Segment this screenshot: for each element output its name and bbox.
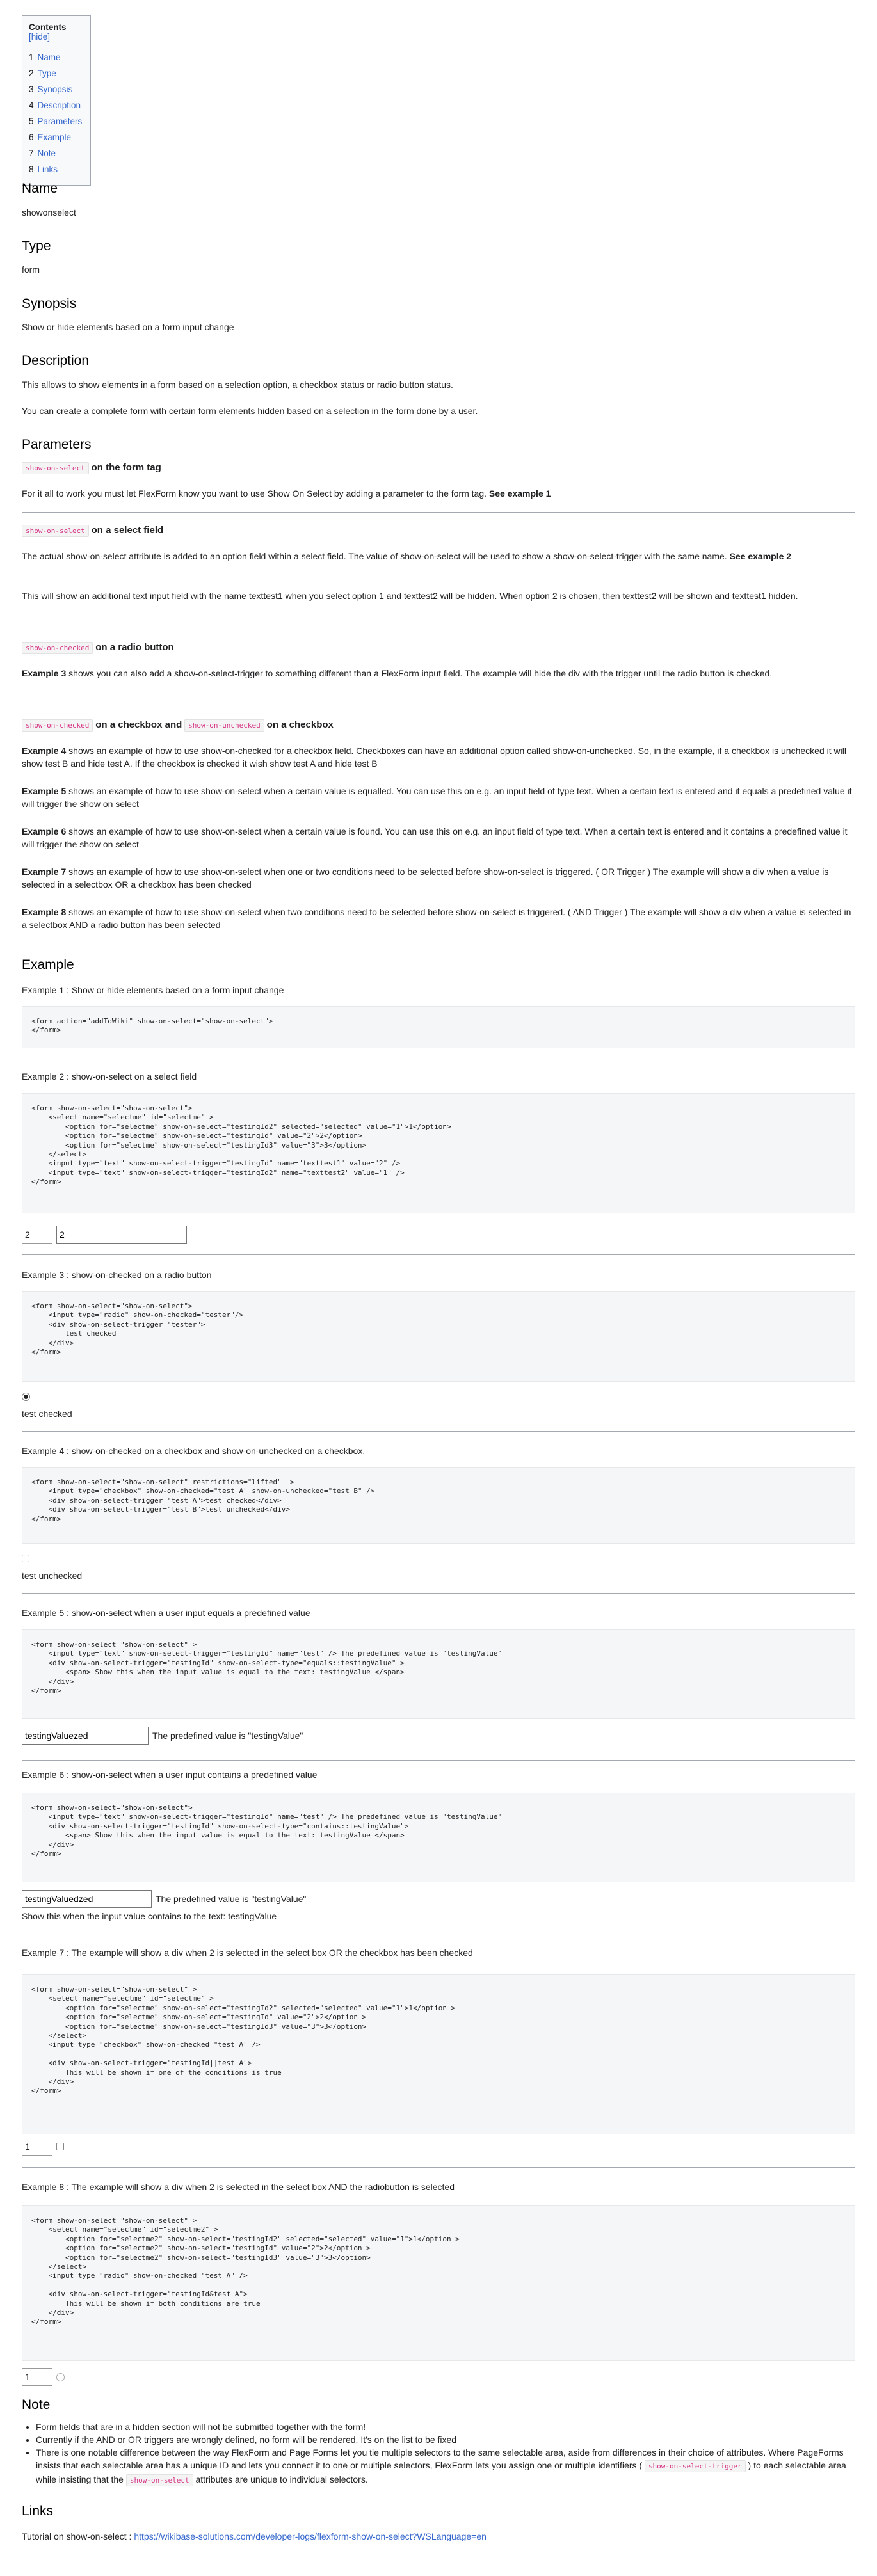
code-show-on-select: show-on-select (22, 462, 89, 474)
code-show-on-unchecked: show-on-unchecked (184, 719, 264, 732)
example-4-code: <form show-on-select="show-on-select" restrictions="lifted" > <input type="checkbox" show-on-checked="test A" show-on-unchecked="test B" /> <div show-on-select-trigger="test A">test checked</div> <div show-on-select-trigger="test B">test unchecked</div> </form> (22, 1467, 855, 1544)
note-list (22, 2420, 855, 2487)
example-3-radio-row (22, 1393, 855, 1401)
toc-item[interactable]: 6 Example (29, 132, 72, 142)
example-4-checkbox[interactable] (22, 1555, 29, 1562)
divider (22, 1254, 855, 1255)
example-5-text-input[interactable] (22, 1727, 149, 1745)
example-1-code: <form action="addToWiki" show-on-select="show-on-select"> </form> (22, 1006, 855, 1048)
toc-link-description[interactable]: Description (37, 100, 81, 110)
example-8-code: <form show-on-select="show-on-select" > <select name="selectme" id="selectme2" > <option for="selectme2" show-on-select="testingId2" selected="selected" value="1">1</option > <option for="selectme2" show-on-select="testingId" value="2">2</option > <option for="selectme2" show-on-select="testingId3" value="3">3</option> </select> <input type="radio" show-on-checked="test A" /> <div show-on-select-trigger="testingId&test A"> This will be shown if both conditions are true </div> </form> (22, 2205, 855, 2361)
toc-link-name[interactable]: Name (37, 52, 61, 62)
toc-item[interactable]: 2 Type (29, 68, 56, 78)
toc-item[interactable]: 4 Description (29, 100, 81, 110)
param-form-tag-text: For it all to work you must let FlexForm know you want to use Show On Select by adding a parameter to the form tag. See example 1 (22, 488, 551, 499)
example-8-radio[interactable] (56, 2373, 65, 2381)
toc-item[interactable]: 1 Name (29, 52, 61, 62)
toc-link-links[interactable]: Links (37, 164, 58, 174)
note-item: • Form fields that are in a hidden section will not be submitted together with the form! (36, 2420, 855, 2433)
description-p1: This allows to show elements in a form based on a selection option, a checkbox status or radio button status. (22, 380, 453, 390)
divider (22, 1760, 855, 1761)
example-6-text-input[interactable] (22, 1890, 152, 1908)
code-show-on-select: show-on-select (22, 525, 89, 537)
heading-parameters: Parameters (22, 437, 92, 452)
table-of-contents (22, 15, 91, 186)
description-p2: You can create a complete form with certain form elements hidden based on a selection in the form done by a user. (22, 406, 478, 416)
param-ex5-text: Example 5 shows an example of how to use show-on-select when a certain value is equalled. You can use this on e.g. an input field of type text. When a certain text is entered and it equals a predefined value it will trigger the show on select (22, 786, 852, 809)
example-3-result: test checked (22, 1409, 72, 1419)
example-6-note: The predefined value is "testingValue" (156, 1894, 307, 1904)
param-select-text1: The actual show-on-select attribute is added to an option field within a select field. The value of show-on-select will be used to show a show-on-select-trigger with the same name. See example 2 (22, 551, 792, 561)
heading-example: Example (22, 957, 74, 972)
example-3-title: Example 3 : show-on-checked on a radio button (22, 1270, 212, 1280)
param-select-text2: This will show an additional text input field with the name texttest1 when you select option 1 and texttest2 will be hidden. When option 2 is chosen, then texttest2 will be shown and texttest1 hidden. (22, 591, 798, 601)
divider (22, 512, 855, 513)
links-label: Tutorial on show-on-select : (22, 2531, 132, 2541)
example-7-code: <form show-on-select="show-on-select" > <select name="selectme" id="selectme" > <option for="selectme" show-on-select="testingId2" selected="selected" value="1">1</option > <option for="selectme" show-on-select="testingId" value="2">2</option > <option for="selectme" show-on-select="testingId3" value="3">3</option> </select> <input type="checkbox" show-on-checked="test A" /> <div show-on-select-trigger="testingId||test A"> This will be shown if one of the conditions is true </div> </form> (22, 1974, 855, 2134)
toc-title (29, 22, 83, 42)
example-7-select[interactable]: 1 (22, 2138, 52, 2156)
heading-description: Description (22, 353, 90, 368)
example-8-title: Example 8 : The example will show a div when 2 is selected in the select box AND the radiobutton is selected (22, 2182, 455, 2192)
example-5-note: The predefined value is "testingValue" (152, 1731, 303, 1741)
example-2-demo (22, 1226, 855, 1244)
synopsis-text: Show or hide elements based on a form input change (22, 322, 234, 332)
example-3-code: <form show-on-select="show-on-select"> <input type="radio" show-on-checked="tester"/> <div show-on-select-trigger="tester"> test checked </div> </form> (22, 1291, 855, 1382)
param-radio-title: show-on-checked on a radio button (22, 642, 855, 653)
param-form-tag-title: show-on-select on the form tag (22, 462, 855, 473)
note-item: • There is one notable difference between the way FlexForm and Page Forms let you tie multiple selectors to the same selectable area, aside from differences in their choice of attributes. Where PageForms insists that each selectable area has a unique ID and lets you connect it to one or multiple selectors, FlexForm lets you assign one or multiple identifiers ( show-on-select-trigger ) to each selectable area while insisting that the show-on-select attributes are unique to individual selectors. (36, 2446, 855, 2487)
divider (22, 1431, 855, 1432)
example-2-select[interactable]: 2 (22, 1226, 52, 1244)
code-show-on-select-trigger: show-on-select-trigger (645, 2460, 746, 2472)
example-4-result: test unchecked (22, 1571, 83, 1581)
example-5-code: <form show-on-select="show-on-select" > <input type="text" show-on-select-trigger="testingId" name="test" /> The predefined value is "testingValue" <div show-on-select-trigger="testingId" show-on-select-type="equals::testingValue" > <span> Show this when the input value is equal to the text: testingValue </span> </div> </form> (22, 1629, 855, 1719)
heading-note: Note (22, 2397, 51, 2412)
example-6-code: <form show-on-select="show-on-select"> <input type="text" show-on-select-trigger="testingId" name="test" /> The predefined value is "testingValue" <div show-on-select-trigger="testingId" show-on-select-type="contains::testingValue"> <span> Show this when the input value is equal to the text: testingValue </span> </div> </form> (22, 1793, 855, 1882)
toc-link-parameters[interactable]: Parameters (37, 116, 83, 126)
param-checkbox-title: show-on-checked on a checkbox and show-on-unchecked on a checkbox (22, 719, 855, 730)
toc-link-type[interactable]: Type (37, 68, 56, 78)
example-7-checkbox[interactable] (56, 2143, 64, 2150)
example-5-title: Example 5 : show-on-select when a user input equals a predefined value (22, 1608, 310, 1618)
example-6-result: Show this when the input value contains to the text: testingValue (22, 1911, 277, 1921)
page (0, 0, 877, 186)
toc-title-text: Contents (29, 22, 67, 32)
type-value: form (22, 264, 40, 275)
divider (22, 2167, 855, 2168)
example-7-demo (22, 2138, 855, 2156)
note-item: • Currently if the AND or OR triggers are wrongly defined, no form will be rendered. It's on the list to be fixed (36, 2433, 855, 2446)
param-ex6-text: Example 6 shows an example of how to use show-on-select when a certain value is found. You can use this on e.g. an input field of type text. When a certain text is entered and it contains a predefined value it will trigger the show on select (22, 826, 848, 849)
example-3-radio[interactable] (22, 1393, 30, 1401)
example-2-title: Example 2 : show-on-select on a select field (22, 1071, 197, 1082)
param-select-title: show-on-select on a select field (22, 525, 855, 536)
example-2-text-input[interactable] (56, 1226, 187, 1244)
heading-links: Links (22, 2504, 54, 2518)
example-8-select[interactable]: 1 (22, 2368, 52, 2386)
example-4-title: Example 4 : show-on-checked on a checkbox and show-on-unchecked on a checkbox. (22, 1446, 366, 1456)
example-1-title: Example 1 : Show or hide elements based on a form input change (22, 985, 284, 995)
name-value: showonselect (22, 207, 76, 218)
heading-synopsis: Synopsis (22, 296, 77, 311)
param-ex7-text: Example 7 shows an example of how to use show-on-select when one or two conditions need to be selected before show-on-select is triggered. ( OR Trigger ) The example will show a div when a value is selected in a selectbox OR a checkbox has been checked (22, 867, 829, 890)
toc-link-note[interactable]: Note (37, 148, 56, 158)
heading-name: Name (22, 181, 58, 196)
example-6-demo (22, 1890, 855, 1908)
code-show-on-select: show-on-select (126, 2474, 193, 2486)
example-8-demo (22, 2368, 855, 2386)
param-ex8-text: Example 8 shows an example of how to use show-on-select when two conditions need to be selected before show-on-select is triggered. ( AND Trigger ) The example will show a div when a value is selected in a selectbox AND a radio button has been selected (22, 907, 851, 930)
links-paragraph (22, 2530, 855, 2543)
example-7-title: Example 7 : The example will show a div when 2 is selected in the select box OR the checkbox has been checked (22, 1948, 473, 1958)
divider (22, 1593, 855, 1594)
code-show-on-checked: show-on-checked (22, 719, 93, 732)
code-show-on-checked: show-on-checked (22, 642, 93, 654)
example-5-demo (22, 1727, 855, 1745)
toc-item[interactable]: 8 Links (29, 164, 58, 174)
toc-item[interactable]: 5 Parameters (29, 116, 83, 126)
toc-item[interactable]: 3 Synopsis (29, 84, 73, 94)
param-radio-text: Example 3 shows you can also add a show-on-select-trigger to something different than a FlexForm input field. The example will hide the div with the trigger until the radio button is checked. (22, 668, 773, 678)
toc-link-example[interactable]: Example (37, 132, 72, 142)
toc-item[interactable]: 7 Note (29, 148, 56, 158)
tutorial-link[interactable]: https://wikibase-solutions.com/developer-logs/flexform-show-on-select?WSLanguage=en (134, 2531, 487, 2541)
param-ex4-text: Example 4 shows an example of how to use show-on-checked for a checkbox field. Checkboxes can have an additional option called show-on-unchecked. So, in the example, if a checkbox is unchecked it will show test B and hide test A. If the checkbox is checked it wish show test A and hide test B (22, 746, 846, 769)
example-2-code: <form show-on-select="show-on-select"> <select name="selectme" id="selectme" > <option for="selectme" show-on-select="testingId2" selected="selected" value="1">1</option> <option for="selectme" show-on-select="testingId" value="2">2</option> <option for="selectme" show-on-select="testingId3" value="3">3</option> </select> <input type="text" show-on-select-trigger="testingId" name="texttest1" value="2" /> <input type="text" show-on-select-trigger="testingId2" name="texttest2" value="1" /> </form> (22, 1093, 855, 1213)
toc-link-synopsis[interactable]: Synopsis (37, 84, 73, 94)
example-4-checkbox-row (22, 1555, 855, 1562)
heading-type: Type (22, 239, 51, 253)
toc-hide-link[interactable]: [hide] (29, 32, 51, 42)
example-6-title: Example 6 : show-on-select when a user input contains a predefined value (22, 1770, 318, 1780)
